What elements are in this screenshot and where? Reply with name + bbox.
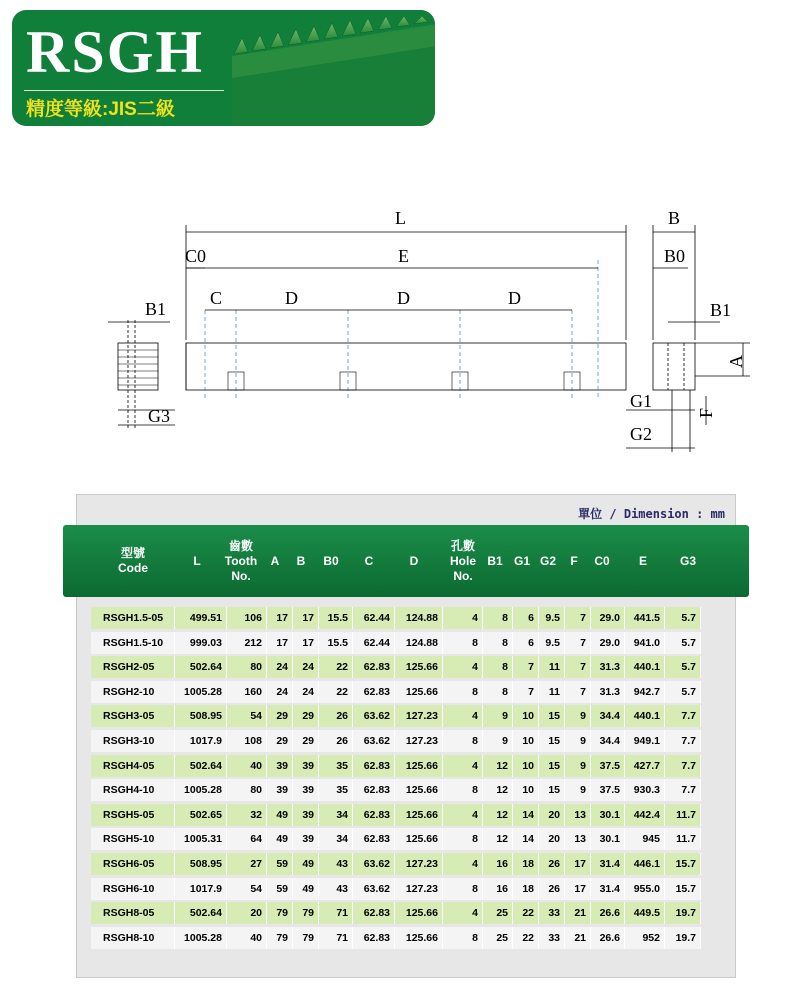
table-cell: 33 (539, 902, 565, 924)
table-cell: 63.62 (353, 730, 395, 752)
table-cell: 15.5 (319, 607, 353, 629)
table-cell: 39 (293, 804, 319, 826)
table-cell: 930.3 (625, 779, 665, 801)
table-cell: 4 (443, 656, 483, 678)
table-cell: 8 (443, 681, 483, 703)
dim-F: F (696, 407, 716, 418)
col-C0: C0 (594, 553, 610, 568)
table-row (91, 927, 721, 952)
col-F: F (570, 553, 578, 568)
table-cell: 49 (267, 828, 293, 850)
table-header (63, 525, 749, 597)
table-cell: 125.66 (395, 779, 443, 801)
table-cell: 5.7 (665, 607, 701, 629)
table-cell: 62.83 (353, 927, 395, 949)
table-cell: 21 (565, 902, 591, 924)
table-cell: 17 (267, 632, 293, 654)
col-E: E (638, 553, 647, 568)
table-cell: 1017.9 (175, 878, 227, 900)
table-cell: 62.83 (353, 755, 395, 777)
table-cell: 15.5 (319, 632, 353, 654)
table-cell: 39 (293, 779, 319, 801)
table-cell: 63.62 (353, 705, 395, 727)
table-cell: 502.64 (175, 902, 227, 924)
table-cell: 10 (513, 705, 539, 727)
table-cell: 59 (267, 878, 293, 900)
table-cell: 54 (227, 878, 267, 900)
table-cell: 124.88 (395, 632, 443, 654)
table-cell: 4 (443, 853, 483, 875)
dim-C0: C0 (185, 246, 207, 266)
table-cell: 62.44 (353, 632, 395, 654)
table-cell: 62.83 (353, 828, 395, 850)
table-cell: 502.64 (175, 755, 227, 777)
table-cell: 108 (227, 730, 267, 752)
dim-C: C (210, 288, 223, 308)
table-cell: 952 (625, 927, 665, 949)
table-cell: 160 (227, 681, 267, 703)
dim-B1-left: B1 (145, 299, 167, 319)
table-cell: 11 (539, 681, 565, 703)
table-cell: 125.66 (395, 927, 443, 949)
table-cell: 18 (513, 853, 539, 875)
dim-B0: B0 (664, 246, 686, 266)
table-cell: 6 (513, 632, 539, 654)
table-cell: 19.7 (665, 927, 701, 949)
table-cell: 43 (319, 878, 353, 900)
table-cell: 49 (267, 804, 293, 826)
table-cell: 7 (565, 632, 591, 654)
table-cell: 40 (227, 755, 267, 777)
table-cell: 63.62 (353, 878, 395, 900)
table-cell: 941.0 (625, 632, 665, 654)
dimension-drawing (0, 200, 800, 460)
table-cell: 34 (319, 828, 353, 850)
table-cell: 212 (227, 632, 267, 654)
table-cell: 125.66 (395, 656, 443, 678)
table-cell: 442.4 (625, 804, 665, 826)
col-B1: B1 (487, 553, 503, 568)
col-code: 型號 Code (118, 546, 148, 575)
table-cell: 32 (227, 804, 267, 826)
cell-code: RSGH6-05 (91, 853, 175, 875)
table-cell: 5.7 (665, 681, 701, 703)
col-G3: G3 (679, 553, 696, 568)
table-cell: 49 (293, 853, 319, 875)
table-cell: 17 (267, 607, 293, 629)
product-badge (12, 10, 435, 126)
table-cell: 29 (293, 730, 319, 752)
divider (24, 90, 224, 91)
col-B: B (296, 553, 306, 568)
table-cell: 15 (539, 730, 565, 752)
table-row (91, 681, 721, 706)
table-cell: 9.5 (539, 607, 565, 629)
table-cell: 449.5 (625, 902, 665, 924)
cell-code: RSGH5-10 (91, 828, 175, 850)
cell-code: RSGH1.5-05 (91, 607, 175, 629)
table-cell: 62.83 (353, 779, 395, 801)
table-cell: 71 (319, 927, 353, 949)
table-cell: 31.3 (591, 656, 625, 678)
table-cell: 9 (565, 779, 591, 801)
table-cell: 125.66 (395, 804, 443, 826)
table-cell: 9 (483, 705, 513, 727)
dim-L: L (395, 208, 406, 228)
table-cell: 26.6 (591, 927, 625, 949)
table-cell: 5.7 (665, 632, 701, 654)
table-row (91, 828, 721, 853)
gear-rack-illustration (222, 16, 435, 126)
table-cell: 14 (513, 828, 539, 850)
precision-grade: 精度等級:JIS二級 (26, 99, 175, 120)
table-cell: 20 (539, 804, 565, 826)
cell-code: RSGH1.5-10 (91, 632, 175, 654)
table-cell: 37.5 (591, 779, 625, 801)
table-cell: 43 (319, 853, 353, 875)
table-cell: 125.66 (395, 902, 443, 924)
table-cell: 502.65 (175, 804, 227, 826)
table-cell: 62.83 (353, 804, 395, 826)
table-cell: 80 (227, 779, 267, 801)
cell-code: RSGH2-05 (91, 656, 175, 678)
table-cell: 29.0 (591, 607, 625, 629)
table-cell: 12 (483, 755, 513, 777)
table-cell: 10 (513, 755, 539, 777)
cell-code: RSGH8-05 (91, 902, 175, 924)
dim-G3: G3 (148, 406, 170, 426)
table-cell: 9 (565, 730, 591, 752)
table-cell: 5.7 (665, 656, 701, 678)
col-G2: G2 (539, 553, 556, 568)
table-cell: 17 (293, 632, 319, 654)
table-cell: 79 (293, 927, 319, 949)
table-cell: 999.03 (175, 632, 227, 654)
table-cell: 31.4 (591, 878, 625, 900)
table-cell: 12 (483, 828, 513, 850)
table-cell: 26 (319, 705, 353, 727)
table-cell: 54 (227, 705, 267, 727)
cell-code: RSGH3-05 (91, 705, 175, 727)
dim-G2: G2 (630, 424, 652, 444)
table-cell: 40 (227, 927, 267, 949)
table-cell: 8 (483, 681, 513, 703)
table-cell: 7 (565, 607, 591, 629)
table-cell: 446.1 (625, 853, 665, 875)
table-cell: 7.7 (665, 779, 701, 801)
table-cell: 20 (539, 828, 565, 850)
dim-D-2: D (397, 288, 410, 308)
table-cell: 26 (319, 730, 353, 752)
col-D: D (409, 553, 419, 568)
table-cell: 499.51 (175, 607, 227, 629)
table-cell: 49 (293, 878, 319, 900)
table-cell: 7 (565, 681, 591, 703)
table-cell: 39 (267, 755, 293, 777)
table-cell: 1005.28 (175, 927, 227, 949)
table-cell: 62.83 (353, 902, 395, 924)
table-cell: 39 (293, 755, 319, 777)
table-cell: 127.23 (395, 730, 443, 752)
col-G1: G1 (513, 553, 530, 568)
dim-B: B (668, 208, 681, 228)
table-cell: 8 (443, 730, 483, 752)
table-cell: 18 (513, 878, 539, 900)
table-cell: 27 (227, 853, 267, 875)
table-cell: 39 (267, 779, 293, 801)
table-row (91, 632, 721, 657)
cell-code: RSGH6-10 (91, 878, 175, 900)
table-cell: 79 (293, 902, 319, 924)
table-row (91, 730, 721, 755)
spec-table-panel (76, 494, 736, 978)
table-cell: 8 (443, 828, 483, 850)
table-cell: 9 (565, 755, 591, 777)
table-cell: 25 (483, 927, 513, 949)
table-cell: 59 (267, 853, 293, 875)
table-cell: 16 (483, 878, 513, 900)
table-cell: 11.7 (665, 828, 701, 850)
table-cell: 945 (625, 828, 665, 850)
table-cell: 25 (483, 902, 513, 924)
table-cell: 24 (267, 656, 293, 678)
col-tooth: 齒數 Tooth No. (224, 538, 258, 583)
table-cell: 8 (483, 632, 513, 654)
table-cell: 440.1 (625, 656, 665, 678)
table-cell: 1005.31 (175, 828, 227, 850)
table-cell: 34.4 (591, 705, 625, 727)
table-cell: 15 (539, 705, 565, 727)
table-cell: 441.5 (625, 607, 665, 629)
table-cell: 17 (565, 853, 591, 875)
dim-A: A (726, 355, 746, 368)
table-cell: 8 (483, 656, 513, 678)
table-cell: 9 (483, 730, 513, 752)
table-cell: 11.7 (665, 804, 701, 826)
table-cell: 4 (443, 607, 483, 629)
col-hole: 孔數 Hole No. (449, 538, 476, 583)
table-cell: 63.62 (353, 853, 395, 875)
table-cell: 14 (513, 804, 539, 826)
table-cell: 17 (293, 607, 319, 629)
table-cell: 955.0 (625, 878, 665, 900)
table-cell: 62.83 (353, 681, 395, 703)
table-cell: 127.23 (395, 705, 443, 727)
table-cell: 13 (565, 828, 591, 850)
table-cell: 29.0 (591, 632, 625, 654)
table-cell: 12 (483, 779, 513, 801)
table-row (91, 804, 721, 829)
table-cell: 31.3 (591, 681, 625, 703)
cell-code: RSGH4-10 (91, 779, 175, 801)
col-C: C (364, 553, 374, 568)
table-body (91, 607, 721, 951)
table-row (91, 878, 721, 903)
table-cell: 8 (443, 632, 483, 654)
table-cell: 12 (483, 804, 513, 826)
table-cell: 10 (513, 779, 539, 801)
cell-code: RSGH8-10 (91, 927, 175, 949)
unit-label: 單位 / Dimension : mm (578, 507, 725, 521)
product-title: RSGH (26, 19, 205, 85)
table-cell: 37.5 (591, 755, 625, 777)
table-cell: 34.4 (591, 730, 625, 752)
table-cell: 125.66 (395, 681, 443, 703)
table-cell: 29 (267, 730, 293, 752)
table-cell: 29 (267, 705, 293, 727)
table-cell: 8 (443, 927, 483, 949)
cell-code: RSGH4-05 (91, 755, 175, 777)
table-cell: 440.1 (625, 705, 665, 727)
dim-E: E (398, 246, 409, 266)
dim-D-3: D (508, 288, 521, 308)
table-cell: 21 (565, 927, 591, 949)
table-cell: 7.7 (665, 755, 701, 777)
col-B0: B0 (323, 553, 339, 568)
table-cell: 20 (227, 902, 267, 924)
right-end-view (653, 343, 695, 390)
table-cell: 508.95 (175, 853, 227, 875)
table-cell: 17 (565, 878, 591, 900)
table-cell: 15.7 (665, 878, 701, 900)
table-cell: 64 (227, 828, 267, 850)
table-cell: 508.95 (175, 705, 227, 727)
cell-code: RSGH2-10 (91, 681, 175, 703)
table-cell: 1005.28 (175, 681, 227, 703)
table-cell: 80 (227, 656, 267, 678)
table-row (91, 656, 721, 681)
table-cell: 9.5 (539, 632, 565, 654)
table-cell: 24 (267, 681, 293, 703)
table-cell: 15.7 (665, 853, 701, 875)
table-cell: 30.1 (591, 804, 625, 826)
table-cell: 15 (539, 755, 565, 777)
table-row (91, 853, 721, 878)
table-cell: 62.44 (353, 607, 395, 629)
table-cell: 79 (267, 927, 293, 949)
table-cell: 24 (293, 681, 319, 703)
table-cell: 7 (565, 656, 591, 678)
table-cell: 4 (443, 755, 483, 777)
table-cell: 39 (293, 828, 319, 850)
table-cell: 22 (513, 902, 539, 924)
table-cell: 6 (513, 607, 539, 629)
table-cell: 35 (319, 755, 353, 777)
table-cell: 22 (513, 927, 539, 949)
table-cell: 22 (319, 656, 353, 678)
table-cell: 1017.9 (175, 730, 227, 752)
table-cell: 11 (539, 656, 565, 678)
table-cell: 34 (319, 804, 353, 826)
rack-side-view (186, 343, 626, 390)
cell-code: RSGH5-05 (91, 804, 175, 826)
table-cell: 16 (483, 853, 513, 875)
table-cell: 7.7 (665, 730, 701, 752)
table-cell: 26.6 (591, 902, 625, 924)
table-cell: 1005.28 (175, 779, 227, 801)
table-cell: 4 (443, 804, 483, 826)
table-row (91, 779, 721, 804)
table-cell: 35 (319, 779, 353, 801)
table-cell: 62.83 (353, 656, 395, 678)
table-cell: 127.23 (395, 853, 443, 875)
table-row (91, 607, 721, 632)
dim-B1-right: B1 (710, 300, 732, 320)
table-cell: 7.7 (665, 705, 701, 727)
table-cell: 15 (539, 779, 565, 801)
dim-G1: G1 (630, 391, 652, 411)
table-cell: 10 (513, 730, 539, 752)
table-cell: 71 (319, 902, 353, 924)
table-cell: 7 (513, 656, 539, 678)
table-cell: 4 (443, 705, 483, 727)
cell-code: RSGH3-10 (91, 730, 175, 752)
table-cell: 4 (443, 902, 483, 924)
table-row (91, 755, 721, 780)
table-cell: 8 (483, 607, 513, 629)
table-cell: 19.7 (665, 902, 701, 924)
table-cell: 26 (539, 853, 565, 875)
table-cell: 31.4 (591, 853, 625, 875)
table-cell: 7 (513, 681, 539, 703)
table-cell: 26 (539, 878, 565, 900)
table-cell: 125.66 (395, 828, 443, 850)
table-cell: 30.1 (591, 828, 625, 850)
table-cell: 427.7 (625, 755, 665, 777)
table-cell: 33 (539, 927, 565, 949)
table-cell: 949.1 (625, 730, 665, 752)
table-row (91, 902, 721, 927)
table-row (91, 705, 721, 730)
table-cell: 502.64 (175, 656, 227, 678)
table-cell: 8 (443, 878, 483, 900)
dim-D-1: D (285, 288, 298, 308)
table-cell: 9 (565, 705, 591, 727)
table-cell: 125.66 (395, 755, 443, 777)
col-A: A (270, 553, 280, 568)
table-cell: 124.88 (395, 607, 443, 629)
table-cell: 22 (319, 681, 353, 703)
table-cell: 79 (267, 902, 293, 924)
table-cell: 24 (293, 656, 319, 678)
table-cell: 13 (565, 804, 591, 826)
table-cell: 942.7 (625, 681, 665, 703)
table-cell: 29 (293, 705, 319, 727)
table-cell: 127.23 (395, 878, 443, 900)
col-L: L (193, 553, 201, 568)
table-cell: 8 (443, 779, 483, 801)
table-cell: 106 (227, 607, 267, 629)
